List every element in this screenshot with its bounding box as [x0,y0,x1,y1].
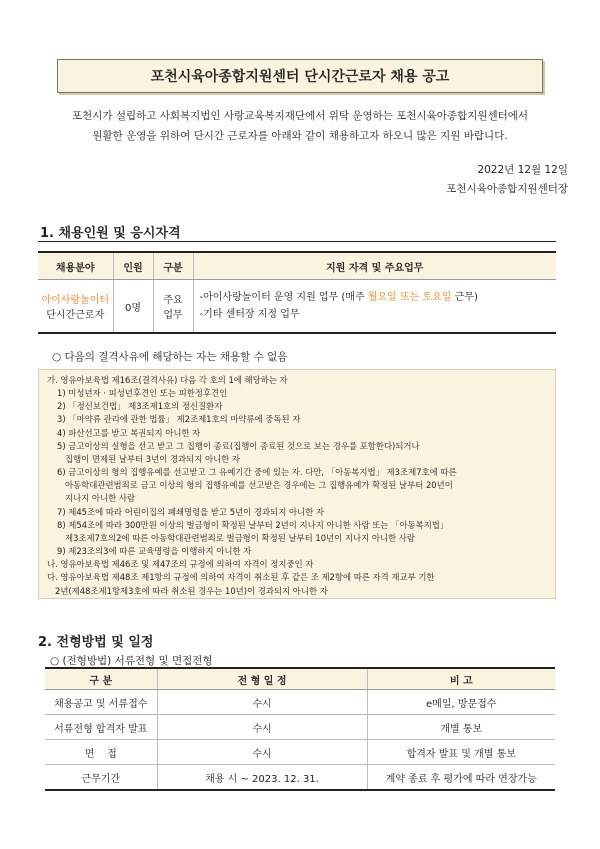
disq-line: 7) 제45조에 따라 어린이집의 폐쇄명령을 받고 5년이 경과되지 아니한 자 [57,506,324,517]
type-label: 주요 [163,295,183,306]
col-header: 구분 [153,252,193,280]
disq-line: 다. 영유아보육법 제48조 제1항의 규정에 의하여 자격이 취소된 후 같은 조 제2항에 따른 자격 재교부 기한 [47,572,435,583]
col-header: 지원 자격 및 주요업무 [193,252,556,280]
table-cell: 개별 통보 [367,715,555,740]
issuer: 포천시육아종합지원센터장 [446,183,568,195]
table-cell: 계약 종료 후 평가에 따라 연장가능 [367,765,555,791]
col-header: 채용분야 [38,252,113,280]
col-header: 구 분 [45,668,157,690]
table-cell: 수시 [157,715,367,740]
table-row [45,765,555,791]
disq-line: 8) 제54조에 따라 300만원 이상의 벌금형이 확정된 날부터 2년이 지나지 아니한 사람 또는 「아동복지법」 [57,519,449,530]
disq-line: 9) 제23조의3에 따른 교육명령을 이행하지 아니한 자 [57,546,252,557]
field-name: 아이사랑놀이터 [41,295,110,306]
disq-line: 제3조제7호의2에 따른 아동학대관련범죄로 벌금형이 확정된 날부터 10년이 지나지 아니한 사람 [65,532,415,543]
table-cell: 근무기간 [45,765,157,791]
table-row [45,740,555,765]
disq-line: 아동학대관련범죄로 금고 이상의 형의 집행유예를 선고받은 경우에는 그 집행유예가 확정된 날부터 20년이 [65,480,453,491]
col-header: 비 고 [367,668,555,690]
table-cell: 채용공고 및 서류접수 [45,690,157,715]
table-cell: e메일, 방문접수 [367,690,555,715]
intro-line-1: 포천시가 설립하고 사회복지법인 사랑교육복지재단에서 위탁 운영하는 포천시육아종합지원센터에서 [71,110,529,122]
table-cell: 수시 [157,740,367,765]
disq-line: 2년(제48조제1항제3호에 따라 취소된 경우는 10년)이 경과되지 아니한 자 [55,585,328,596]
count-cell: 0명 [113,280,153,334]
disq-line: 5) 금고이상의 실형을 선고 받고 그 집행이 종료(집행이 종료된 것으로 보는 경우를 포함한다)되거나 [57,440,420,451]
duty-2: -기타 센터장 지정 업무 [199,309,300,320]
disq-line: 3) 「마약류 관리에 관한 법률」 제2조제1호의 마약류에 중독된 자 [57,414,301,425]
table-cell: 채용 시 ~ 2023. 12. 31. [157,765,367,791]
table-cell: 합격자 발표 및 개별 통보 [367,740,555,765]
disqualification-box [38,369,556,599]
section1-rule [38,241,556,242]
type-label: 업무 [163,310,183,321]
col-header: 전 형 일 정 [157,668,367,690]
section1-heading: 1. 채용인원 및 응시자격 [40,226,181,241]
field-cell [38,280,113,334]
table-cell: 수시 [157,690,367,715]
recruitment-table [38,251,556,334]
disq-line: 집행이 면제된 날부터 3년이 경과되지 아니한 자 [65,453,241,464]
disq-line: 가. 영유아보육법 제16조(결격사유) 다음 각 호의 1에 해당하는 자 [47,375,288,385]
disq-line: 4) 파산선고를 받고 복권되지 아니한 자 [57,427,201,438]
table-row [45,690,555,715]
table-row [38,280,556,334]
intro-line-2: 원활한 운영을 위하여 단시간 근로자를 아래와 같이 채용하고자 하오니 많은 지원 바랍니다. [92,130,508,142]
disq-line: 2) 「정신보건법」 제3조제1호의 정신질환자 [57,401,223,412]
table-cell: 면 접 [45,740,157,765]
field-type: 단시간근로자 [46,310,105,321]
selection-method: ○ (전형방법) 서류전형 및 면접전형 [50,655,213,667]
disq-line: 1) 미성년자 · 피성년후견인 또는 피한정후견인 [57,388,228,399]
col-header: 인원 [113,252,153,280]
duties-cell [193,280,556,334]
disq-line: 나. 영유아보육법 제46조 및 제47조의 규정에 의하여 자격이 정지중인 자 [47,559,314,570]
schedule-table [45,667,555,791]
page-title: 포천시육아종합지원센터 단시간근로자 채용 공고 [57,59,543,93]
disq-line: 지나지 아니한 사람 [65,493,136,504]
table-row [45,715,555,740]
duty-1: -아이사랑놀이터 운영 지원 업무 (매주 월요일 또는 토요일 근무) [199,292,478,303]
table-cell: 서류전형 합격자 발표 [45,715,157,740]
section2-heading: 2. 전형방법 및 일정 [38,635,154,650]
notice-date: 2022년 12월 12일 [477,164,568,176]
disq-line: 6) 금고이상의 형의 집행유예를 선고받고 그 유예기간 중에 있는 자. 다만, 「아동복지법」 제3조제7호에 따른 [57,467,457,478]
disqualification-title: ○ 다음의 결격사유에 해당하는 자는 채용할 수 없음 [52,351,288,363]
type-cell [153,280,193,334]
